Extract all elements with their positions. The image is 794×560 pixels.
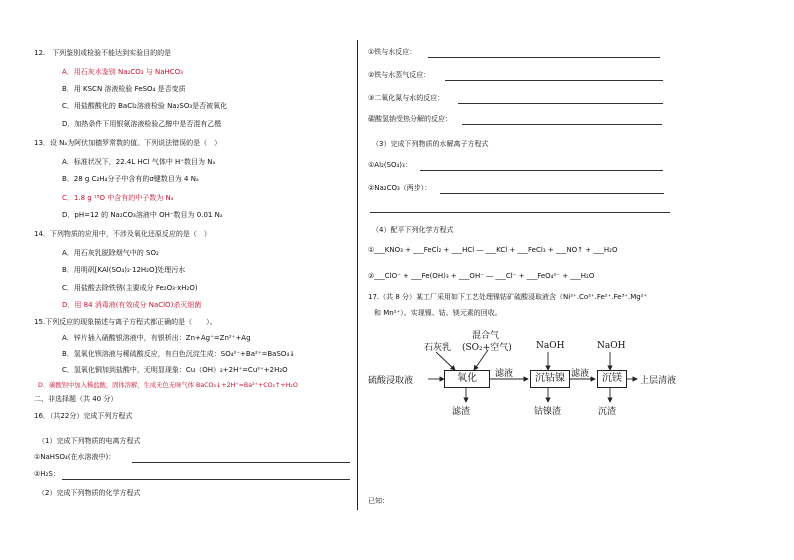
column-divider xyxy=(357,40,358,510)
q16-sub2: （2）完成下列物质的化学方程式 xyxy=(38,489,141,497)
q16-sub4: （4）配平下列化学方程式 xyxy=(372,226,454,234)
q15-stem: 15.下列反应的现象描述与离子方程式都正确的是（ ）。 xyxy=(34,318,217,326)
q14-option-c: C．用盐酸去除铁锈(主要成分 Fe₂O₃·xH₂O) xyxy=(62,284,198,292)
q14-option-a: A．用石灰乳脱除烟气中的 SO₂ xyxy=(62,249,159,257)
output-residue: 滤渣 xyxy=(452,407,471,417)
q14-stem: 14．下列物质的应用中，不涉及氧化还原反应的是（ ） xyxy=(34,230,211,238)
answer-blank[interactable] xyxy=(458,103,663,104)
balance-eq2: ②___ClO⁻ + ___Fe(OH)₃ + ___OH⁻ ― ___Cl⁻ + ___FeO₄²⁻ + ___H₂O xyxy=(368,272,595,280)
q16-sub3: （3）完成下列物质的水解离子方程式 xyxy=(372,140,489,148)
q12-stem: 12. 下列鉴别或检验不能达到实验目的的是 xyxy=(34,49,172,57)
q12-option-b: B．用 KSCN 溶液检验 FeSO₄ 是否变质 xyxy=(62,85,186,93)
q14-option-d: D．用 84 消毒液(有效成分 NaClO)杀灭细菌 xyxy=(62,301,202,309)
answer-blank[interactable] xyxy=(440,193,664,194)
q15-option-c: C．氢氧化铜加到盐酸中，无明显现象：Cu（OH）₂+2H⁺=Cu²⁺+2H₂O xyxy=(62,366,288,374)
q15-option-d: D．碳酸钡中加入稀盐酸，固体溶解，生成无色无味气体 BaCO₃↓+2H⁺=Ba²⁺+CO₂↑+H₂O xyxy=(38,382,298,389)
r-item2: ②铁与水蒸气反应： xyxy=(368,71,431,79)
q16-item2: ②H₂S： xyxy=(34,470,60,478)
mg-precipitation-box: 沉镁 xyxy=(597,370,627,388)
q15-option-a: A．锌片插入硝酸银溶液中，有银析出：Zn+Ag⁺=Zn²⁺+Ag xyxy=(62,334,251,342)
q13-option-c: C．1.8 g ¹⁸O 中含有的中子数为 Nₐ xyxy=(62,194,174,202)
known-label: 已知： xyxy=(368,497,389,505)
input-lime-milk: 石灰乳 xyxy=(424,343,452,353)
answer-blank[interactable] xyxy=(462,124,662,125)
q14-option-b: B．用明矾[KAl(SO₄)₂·12H₂O]处理污水 xyxy=(62,266,186,274)
q16-item1: ①NaHSO₄(在水溶液中)： xyxy=(34,453,116,461)
answer-blank[interactable] xyxy=(445,80,663,81)
q16-sub1: （1）完成下列物质的电离方程式 xyxy=(38,437,141,445)
q17-stem-line2: 和 Mn²⁺）。实现镍、钴、镁元素的回收。 xyxy=(374,309,502,317)
output-sediment: 沉渣 xyxy=(598,407,617,417)
r-item1: ①铁与水反应： xyxy=(368,48,417,56)
q12-option-a: A．用石灰水鉴别 Na₂CO₃ 与 NaHCO₃ xyxy=(62,68,183,76)
input-so2-air: (SO₂+空气) xyxy=(462,343,512,353)
q15-option-b: B．氢氧化钡溶液与稀硫酸反应，有白色沉淀生成：SO₄²⁻+Ba²⁺=BaSO₄↓ xyxy=(62,350,296,358)
output-co-ni-residue: 钴镍渣 xyxy=(534,407,562,417)
input-naoh-1: NaOH xyxy=(536,341,565,351)
q13-option-d: D．pH=12 的 Na₂CO₃溶液中 OH⁻数目为 0.01 Nₐ xyxy=(62,211,223,219)
section-heading: 二、非选择题（共 40 分） xyxy=(34,395,118,403)
co-ni-precipitation-box: 沉钴镍 xyxy=(530,370,570,388)
q12-option-d: D．加热条件下用银氨溶液检验乙醇中是否混有乙醛 xyxy=(62,120,222,128)
flow-end-label: 上层清液 xyxy=(640,376,677,386)
filtrate-label-1: 滤液 xyxy=(495,369,514,379)
flow-arrow xyxy=(474,350,488,370)
answer-blank[interactable] xyxy=(428,57,660,58)
balance-eq1: ①___KNO₃ + ___FeCl₂ + ___HCl ― ___KCl + ___FeCl₃ + ___NO↑ + ___H₂O xyxy=(368,246,618,254)
answer-blank[interactable] xyxy=(370,212,670,213)
h-item1: ①Al₂(SO₄)₃： xyxy=(368,161,412,169)
input-mixed-gas: 混合气 xyxy=(472,331,500,341)
q13-option-b: B．28 g C₂H₄分子中含有的σ键数目为 4 Nₐ xyxy=(62,175,199,183)
q12-option-c: C．用盐酸酸化的 BaCl₂溶液检验 Na₂SO₃是否被氧化 xyxy=(62,102,228,110)
r-item3: ③二氧化氮与水的反应： xyxy=(368,94,445,102)
filtrate-label-2: 滤液 xyxy=(571,369,590,379)
h-item2: ②Na₂CO₃（两步）： xyxy=(368,184,432,192)
r-item4: 碳酸氢钠受热分解的反应： xyxy=(368,115,452,123)
oxidation-box: 氧化 xyxy=(444,370,490,388)
flow-arrow xyxy=(436,352,455,370)
q13-stem: 13．设 Nₐ为阿伏加德罗常数的值。下列说法错误的是（ ） xyxy=(34,139,222,147)
q17-stem-line1: 17.（共 8 分）某工厂采用如下工艺处理镍钴矿硫酸浸取液含（Ni²⁺.Co²⁺.Fe²⁺.Fe³⁺.Mg²⁺ xyxy=(368,293,648,301)
q13-option-a: A．标准状况下，22.4L HCl 气体中 H⁺数目为 Nₐ xyxy=(62,158,216,166)
answer-blank[interactable] xyxy=(132,462,350,463)
answer-blank[interactable] xyxy=(62,479,350,480)
q16-stem: 16．（共22分）完成下列方程式 xyxy=(34,412,133,420)
answer-blank[interactable] xyxy=(420,170,663,171)
input-naoh-2: NaOH xyxy=(597,341,626,351)
flow-start-label: 硫酸浸取液 xyxy=(368,376,414,386)
